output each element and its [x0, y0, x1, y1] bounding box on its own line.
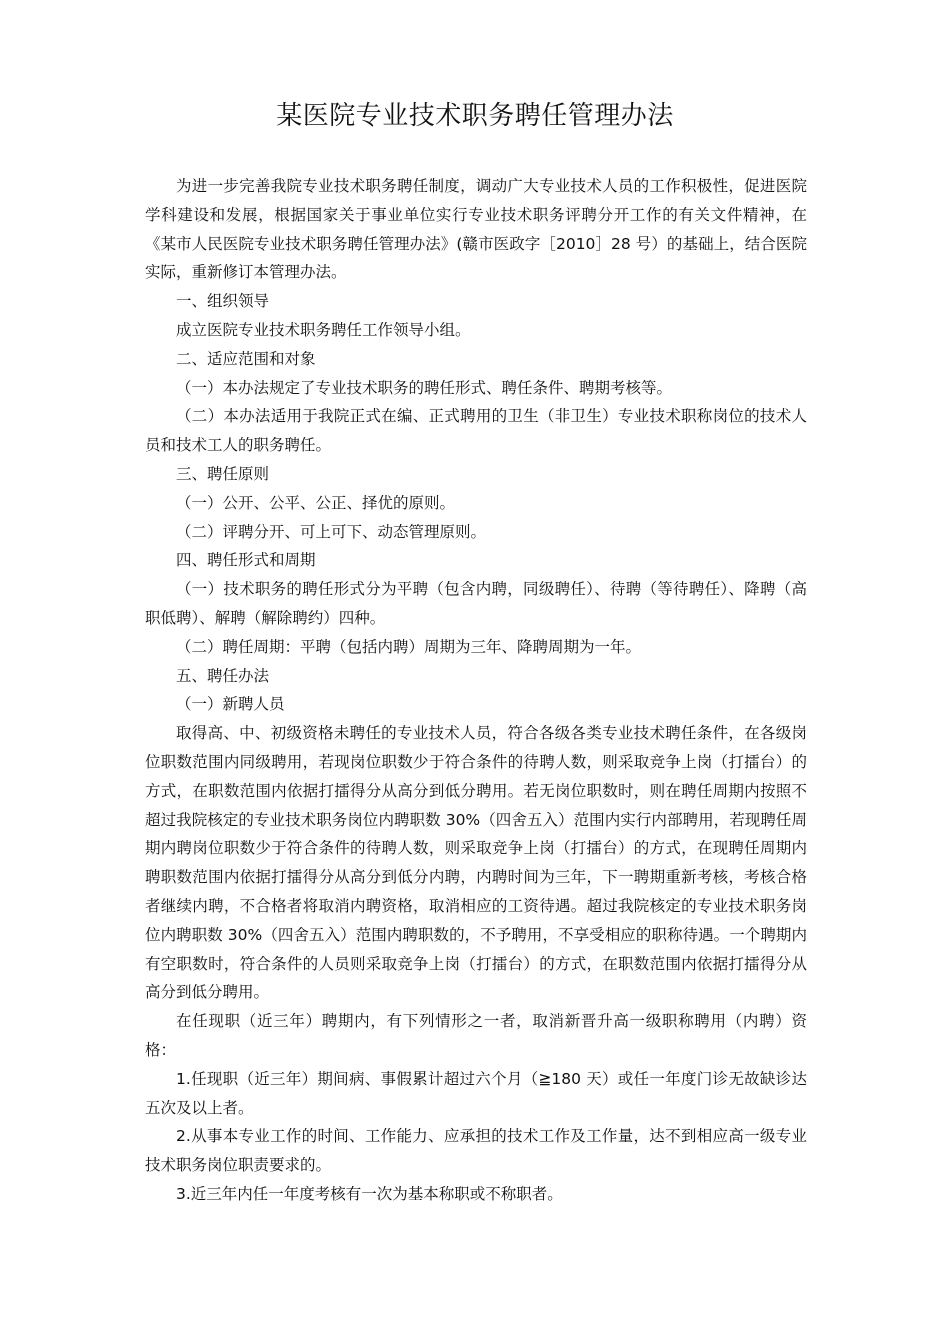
paragraph: （一）本办法规定了专业技术职务的聘任形式、聘任条件、聘期考核等。	[176, 378, 673, 397]
list-item: 3.近三年内任一年度考核有一次为基本称职或不称职者。	[176, 1184, 563, 1203]
paragraph: 取得高、中、初级资格未聘任的专业技术人员，符合各级各类专业技术聘任条件，在各级岗位职数范围内同级聘用，若现岗位职数少于符合条件的待聘人数，则采取竞争上岗（打擂台）的方式，在职数范围内依据打擂得分从高分到低分聘用。若无岗位职数时，则在聘任周期内按照不超过我院核定的专业技术职务岗位内聘职数 30%（四舍五入）范围内实行内部聘用，若现聘任周期内聘岗位职数少于符合条件的待聘人数，则采取竞争上岗（打擂台）的方式，在现聘任周期内聘职数范围内依据打擂得分从高分到低分内聘，内聘时间为三年，下一聘期重新考核，考核合格者继续内聘，不合格者将取消内聘资格，取消相应的工资待遇。超过我院核定的专业技术职务岗位内聘职数 30%（四舍五入）范围内聘职数的，不予聘用，不享受相应的职称待遇。一个聘期内有空职数时，符合条件的人员则采取竞争上岗（打擂台）的方式，在职数范围内依据打擂得分从高分到低分聘用。	[145, 724, 807, 1002]
paragraph: （一）公开、公平、公正、择优的原则。	[176, 493, 456, 512]
paragraph: （二）本办法适用于我院正式在编、正式聘用的卫生（非卫生）专业技术职称岗位的技术人员和技术工人的职务聘任。	[145, 407, 807, 455]
section-heading-4: 四、聘任形式和周期	[176, 551, 316, 570]
paragraph-intro: 为进一步完善我院专业技术职务聘任制度，调动广大专业技术人员的工作积极性，促进医院学科建设和发展，根据国家关于事业单位实行专业技术职务评聘分开工作的有关文件精神，在《某市人民医院专业技术职务聘任管理办法》(赣市医政字［2010］28 号）的基础上，结合医院实际，重新修订本管理办法。	[145, 177, 807, 282]
paragraph: 成立医院专业技术职务聘任工作领导小组。	[176, 320, 471, 339]
paragraph: （二）聘任周期：平聘（包括内聘）周期为三年、降聘周期为一年。	[176, 637, 642, 656]
section-heading-2: 二、适应范围和对象	[176, 349, 316, 368]
section-heading-5: 五、聘任办法	[176, 666, 270, 685]
document-body	[145, 172, 807, 1209]
paragraph: 在任现职（近三年）聘期内，有下列情形之一者，取消新晋升高一级职称聘用（内聘）资格：	[145, 1012, 807, 1059]
subsection-heading: （一）新聘人员	[176, 695, 285, 714]
paragraph: （一）技术职务的聘任形式分为平聘（包含内聘，同级聘任）、待聘（等待聘任）、降聘（高职低聘）、解聘（解除聘约）四种。	[145, 580, 807, 627]
paragraph: （二）评聘分开、可上可下、动态管理原则。	[176, 522, 487, 541]
document-title: 某医院专业技术职务聘任管理办法	[276, 101, 674, 131]
list-item: 2.从事本专业工作的时间、工作能力、应承担的技术工作及工作量，达不到相应高一级专业技术职务岗位职责要求的。	[145, 1127, 807, 1175]
section-heading-1: 一、组织领导	[176, 292, 270, 311]
section-heading-3: 三、聘任原则	[176, 464, 270, 483]
list-item: 1.任现职（近三年）期间病、事假累计超过六个月（≧180 天）或任一年度门诊无故缺诊达五次及以上者。	[145, 1069, 807, 1117]
